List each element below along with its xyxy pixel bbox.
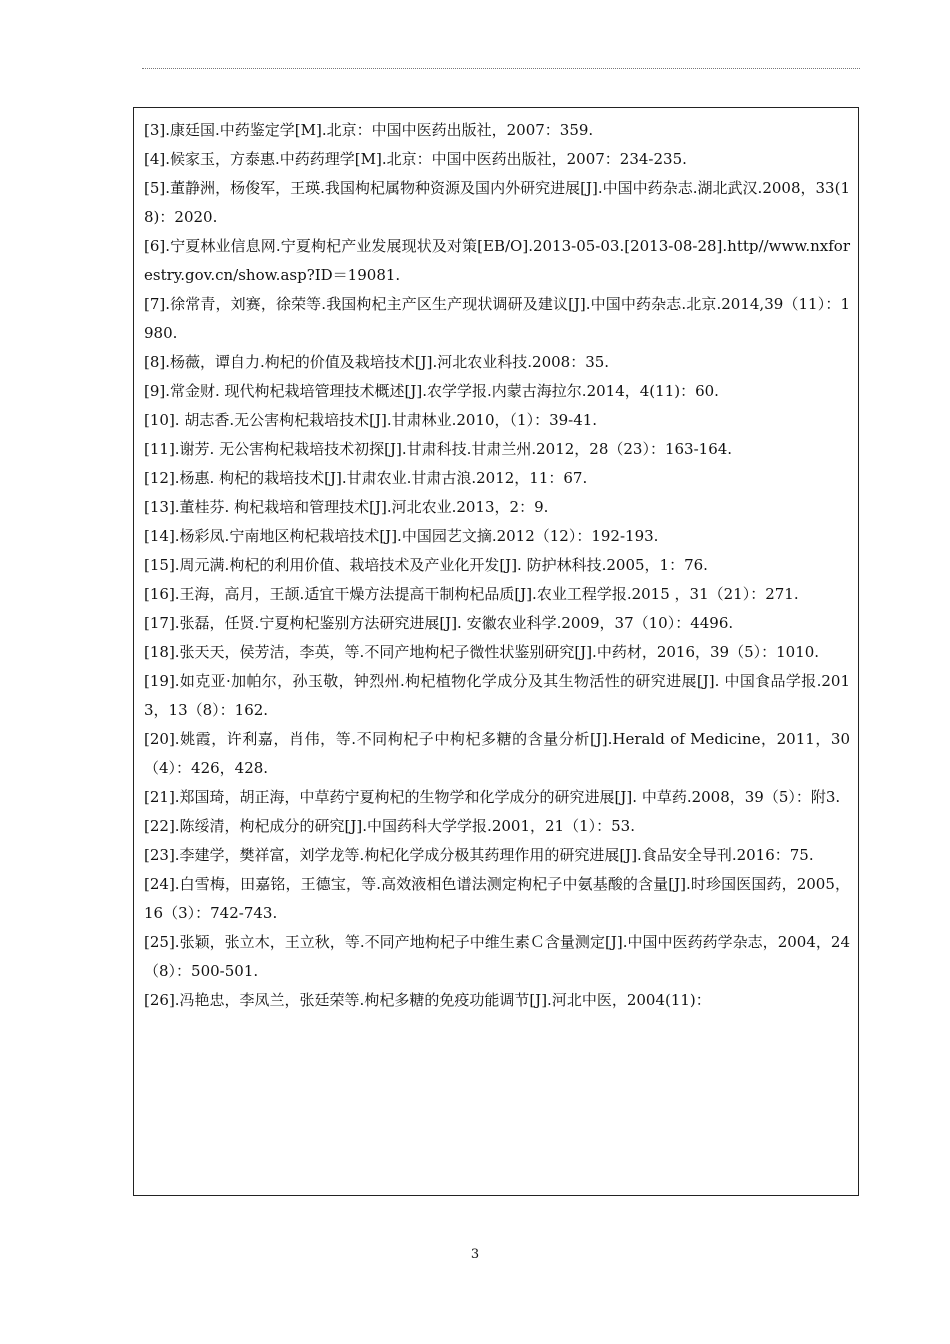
reference-item: [5].董静洲，杨俊军，王瑛.我国枸杞属物种资源及国内外研究进展[J].中国中药杂志.湖北武汉.2008，33(18)：2020. (144, 179, 850, 226)
reference-item: [4].候家玉，方泰惠.中药药理学[M].北京：中国中医药出版社，2007：234-235. (144, 150, 687, 168)
reference-item: [24].白雪梅，田嘉铭，王德宝，等.高效液相色谱法测定枸杞子中氨基酸的含量[J].时珍国医国药，2005，16（3）：742-743. (144, 875, 850, 922)
reference-item: [8].杨薇，谭自力.枸杞的价值及栽培技术[J].河北农业科技.2008：35. (144, 353, 610, 371)
reference-item: [3].康廷国.中药鉴定学[M].北京：中国中医药出版社，2007：359. (144, 121, 594, 139)
header-rule (142, 68, 860, 69)
reference-item: [26].冯艳忠，李凤兰，张廷荣等.枸杞多糖的免疫功能调节[J].河北中医，2004(11)： (144, 991, 711, 1009)
reference-item: [16].王海，高月，王颉.适宜干燥方法提高干制枸杞品质[J].农业工程学报.2015 ，31（21）：271. (144, 585, 799, 603)
reference-item: [7].徐常青，刘赛，徐荣等.我国枸杞主产区生产现状调研及建议[J].中国中药杂志.北京.2014,39（11）：1980. (144, 295, 850, 342)
reference-item: [25].张颖，张立木，王立秋，等.不同产地枸杞子中维生素Ｃ含量测定[J].中国中医药药学杂志，2004，24（8）：500-501. (144, 933, 850, 980)
reference-item: [14].杨彩凤.宁南地区枸杞栽培技术[J].中国园艺文摘.2012（12）：192-193. (144, 527, 659, 545)
reference-item: [21].郑国琦，胡正海，中草药宁夏枸杞的生物学和化学成分的研究进展[J]. 中草药.2008，39（5）：附3. (144, 788, 841, 806)
reference-item: [17].张磊，任贤.宁夏枸杞鉴别方法研究进展[J]. 安徽农业科学.2009，37（10）：4496. (144, 614, 734, 632)
reference-item: [12].杨惠. 枸杞的栽培技术[J].甘肃农业.甘肃古浪.2012，11：67. (144, 469, 588, 487)
reference-item: [19].如克亚·加帕尔，孙玉敬，钟烈州.枸杞植物化学成分及其生物活性的研究进展[J]. 中国食品学报.2013，13（8）：162. (144, 672, 850, 719)
reference-item: [23].李建学，樊祥富，刘学龙等.枸杞化学成分极其药理作用的研究进展[J].食品安全导刊.2016：75. (144, 846, 814, 864)
page-number: 3 (470, 1247, 480, 1262)
reference-item: [10]. 胡志香.无公害枸杞栽培技术[J].甘肃林业.2010，（1）：39-41. (144, 411, 598, 429)
reference-item: [22].陈绥清，枸杞成分的研究[J].中国药科大学学报.2001，21（1）：53. (144, 817, 635, 835)
reference-item: [18].张天天，侯芳洁，李英，等.不同产地枸杞子微性状鉴别研究[J].中药材，2016，39（5）：1010. (144, 643, 820, 661)
reference-item: [9].常金财. 现代枸杞栽培管理技术概述[J].农学学报.内蒙古海拉尔.2014，4(11)：60. (144, 382, 719, 400)
reference-item: [15].周元满.枸杞的利用价值、栽培技术及产业化开发[J]. 防护林科技.2005，1：76. (144, 556, 708, 574)
reference-item: [6].宁夏林业信息网.宁夏枸杞产业发展现状及对策[EB/O].2013-05-03.[2013-08-28].http//www.nxforestry.gov.cn/show.asp?ID＝19081. (144, 237, 850, 284)
reference-item: [13].董桂芬. 枸杞栽培和管理技术[J].河北农业.2013，2：9. (144, 498, 549, 516)
reference-item: [11].谢芳. 无公害枸杞栽培技术初探[J].甘肃科技.甘肃兰州.2012，28（23）：163-164. (144, 440, 733, 458)
reference-list (144, 116, 850, 1015)
reference-item: [20].姚霞，许利嘉，肖伟，等.不同枸杞子中枸杞多糖的含量分析[J].Herald of Medicine，2011，30（4）：426，428. (144, 730, 850, 777)
references-box (133, 107, 859, 1196)
